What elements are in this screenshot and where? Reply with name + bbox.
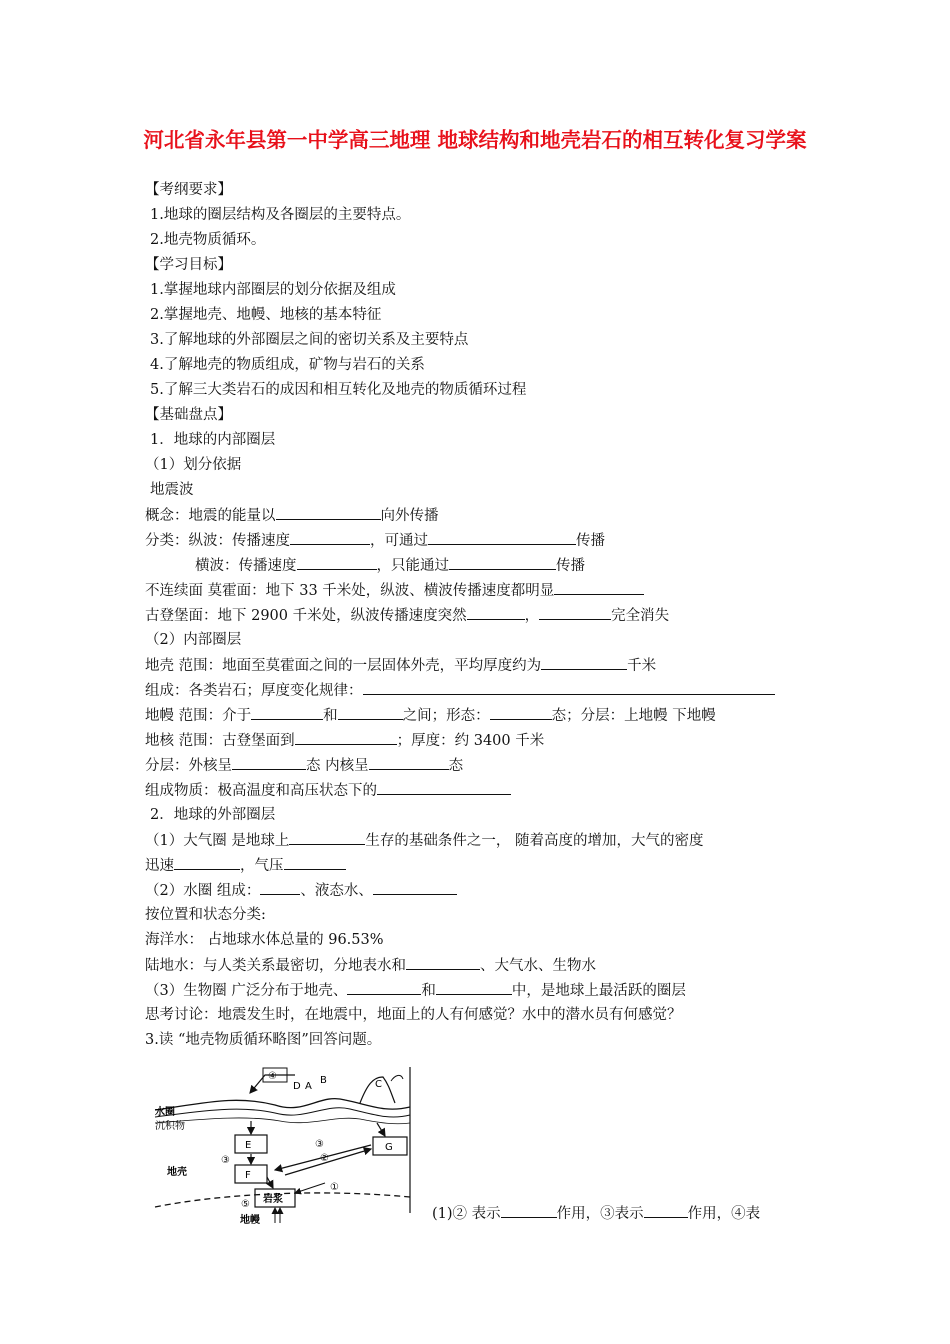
answer-blank[interactable] <box>276 505 381 520</box>
text-line: （1）划分依据 <box>145 457 242 473</box>
text-line: 陆地水：与人类关系最密切，分地表水和 、大气水、生物水 <box>145 955 596 976</box>
text-line: 4.了解地壳的物质组成，矿物与岩石的关系 <box>150 357 425 373</box>
answer-blank[interactable] <box>260 880 300 895</box>
text-line: 3.了解地球的外部圈层之间的密切关系及主要特点 <box>150 332 469 348</box>
arrow-f-magma <box>267 1177 273 1188</box>
text-line: （3）生物圈 广泛分布于地壳、 和 中，是地球上最活跃的圈层 <box>145 980 686 1001</box>
crust-cycle-diagram <box>145 1065 425 1225</box>
answer-blank[interactable] <box>428 530 576 545</box>
answer-blank[interactable] <box>290 530 370 545</box>
label-num-2: ② <box>320 1153 329 1164</box>
text-line: 地幔 范围：介于 和 之间；形态： 态；分层：上地幔 下地幔 <box>145 705 716 726</box>
text-line: 2．地球的外部圈层 <box>150 807 276 823</box>
text-line: （2）水圈 组成： 、液态水、 <box>145 880 457 901</box>
answer-blank[interactable] <box>338 705 403 720</box>
answer-blank[interactable] <box>449 555 556 570</box>
text-line: 3.读 “地壳物质循环略图”回答问题。 <box>145 1032 382 1048</box>
label-b: B <box>320 1075 327 1086</box>
label-box-f: F <box>245 1170 251 1181</box>
label-a: A <box>305 1081 312 1092</box>
text-line: 5.了解三大类岩石的成因和相互转化及地壳的物质循环过程 <box>150 382 527 398</box>
answer-blank[interactable] <box>284 855 346 870</box>
text-line: 概念：地震的能量以 向外传播 <box>145 505 439 526</box>
label-mantle: 地幔 <box>240 1215 260 1225</box>
text-line: 2.掌握地壳、地幔、地核的基本特征 <box>150 307 382 323</box>
label-d: D <box>293 1081 301 1092</box>
label-box-g: G <box>385 1142 393 1153</box>
strata-line <box>155 1118 410 1124</box>
answer-blank[interactable] <box>539 605 611 620</box>
answer-blank[interactable] <box>251 705 323 720</box>
box-f <box>235 1165 267 1183</box>
label-num-1: ① <box>330 1182 339 1193</box>
text-line: （1）大气圈 是地球上 生存的基础条件之一， 随着高度的增加，大气的密度 <box>145 830 703 851</box>
volcano-plume <box>391 1075 403 1081</box>
label-num-3: ③ <box>221 1155 230 1166</box>
answer-blank[interactable] <box>363 680 775 695</box>
text-line: 分类：纵波：传播速度 ，可通过 传播 <box>145 530 605 551</box>
answer-blank[interactable] <box>406 955 480 970</box>
answer-blank[interactable] <box>373 880 457 895</box>
answer-blank[interactable] <box>501 1203 557 1218</box>
answer-blank[interactable] <box>289 830 365 845</box>
surface-line <box>155 1099 410 1110</box>
text-line: 古登堡面：地下 2900 千米处，纵波传播速度突然 ， 完全消失 <box>145 605 669 626</box>
text-line: 1．地球的内部圈层 <box>150 432 276 448</box>
arrow-c-g <box>377 1123 385 1136</box>
text-line: 按位置和状态分类: <box>145 907 266 923</box>
arrow-1 <box>295 1183 325 1193</box>
text-line: 不连续面 莫霍面：地下 33 千米处，纵波、横波传播速度都明显 <box>145 580 644 601</box>
answer-blank[interactable] <box>490 705 552 720</box>
text-line: 1.掌握地球内部圈层的划分依据及组成 <box>150 282 396 298</box>
label-crust: 地壳 <box>167 1167 187 1178</box>
text-line: (1)② 表示 作用，③表示 作用，④表 <box>432 1203 760 1224</box>
label-box-e: E <box>245 1140 252 1151</box>
section-heading-basics: 【基础盘点】 <box>145 407 232 423</box>
text-line: 海洋水： 占地球水体总量的 96.53% <box>145 932 384 948</box>
answer-blank[interactable] <box>436 980 512 995</box>
text-line: 思考讨论：地震发生时，在地震中，地面上的人有何感觉？水中的潜水员有何感觉？ <box>145 1007 682 1023</box>
label-sediment: 沉积物 <box>155 1121 185 1132</box>
answer-blank[interactable] <box>347 980 421 995</box>
answer-blank[interactable] <box>369 755 449 770</box>
text-line: 地壳 范围：地面至莫霍面之间的一层固体外壳，平均厚度约为 千米 <box>145 655 656 676</box>
label-num-3: ③ <box>315 1139 324 1150</box>
text-line: 横波：传播速度 ，只能通过 传播 <box>195 555 585 576</box>
label-num-4: ④ <box>268 1071 277 1082</box>
label-c: C <box>375 1079 382 1090</box>
label-water: 水圈 <box>155 1107 175 1118</box>
answer-blank[interactable] <box>174 855 240 870</box>
text-line: 迅速 ，气压 <box>145 855 346 876</box>
text-line: 1.地球的圈层结构及各圈层的主要特点。 <box>150 207 411 223</box>
text-line: 2.地壳物质循环。 <box>150 232 266 248</box>
text-line: 组成物质：极高温度和高压状态下的 <box>145 780 511 801</box>
answer-blank[interactable] <box>644 1203 688 1218</box>
text-line: 地核 范围：古登堡面到 ；厚度：约 3400 千米 <box>145 730 544 751</box>
answer-blank[interactable] <box>554 580 644 595</box>
document-title: 河北省永年县第一中学高三地理 地球结构和地壳岩石的相互转化复习学案 <box>143 128 807 152</box>
text-line: 地震波 <box>150 482 194 498</box>
strata-line <box>155 1108 410 1117</box>
answer-blank[interactable] <box>541 655 627 670</box>
text-line: 组成：各类岩石；厚度变化规律： <box>145 680 775 701</box>
text-line: 分层：外核呈 态 内核呈 态 <box>145 755 463 776</box>
answer-blank[interactable] <box>232 755 306 770</box>
section-heading-syllabus: 【考纲要求】 <box>145 182 232 198</box>
answer-blank[interactable] <box>295 730 397 745</box>
answer-blank[interactable] <box>297 555 377 570</box>
answer-blank[interactable] <box>467 605 525 620</box>
answer-blank[interactable] <box>377 780 511 795</box>
section-heading-goals: 【学习目标】 <box>145 257 232 273</box>
label-num-5: ⑤ <box>241 1199 250 1210</box>
text-line: （2）内部圈层 <box>145 632 242 648</box>
label-magma: 岩浆 <box>263 1194 283 1205</box>
